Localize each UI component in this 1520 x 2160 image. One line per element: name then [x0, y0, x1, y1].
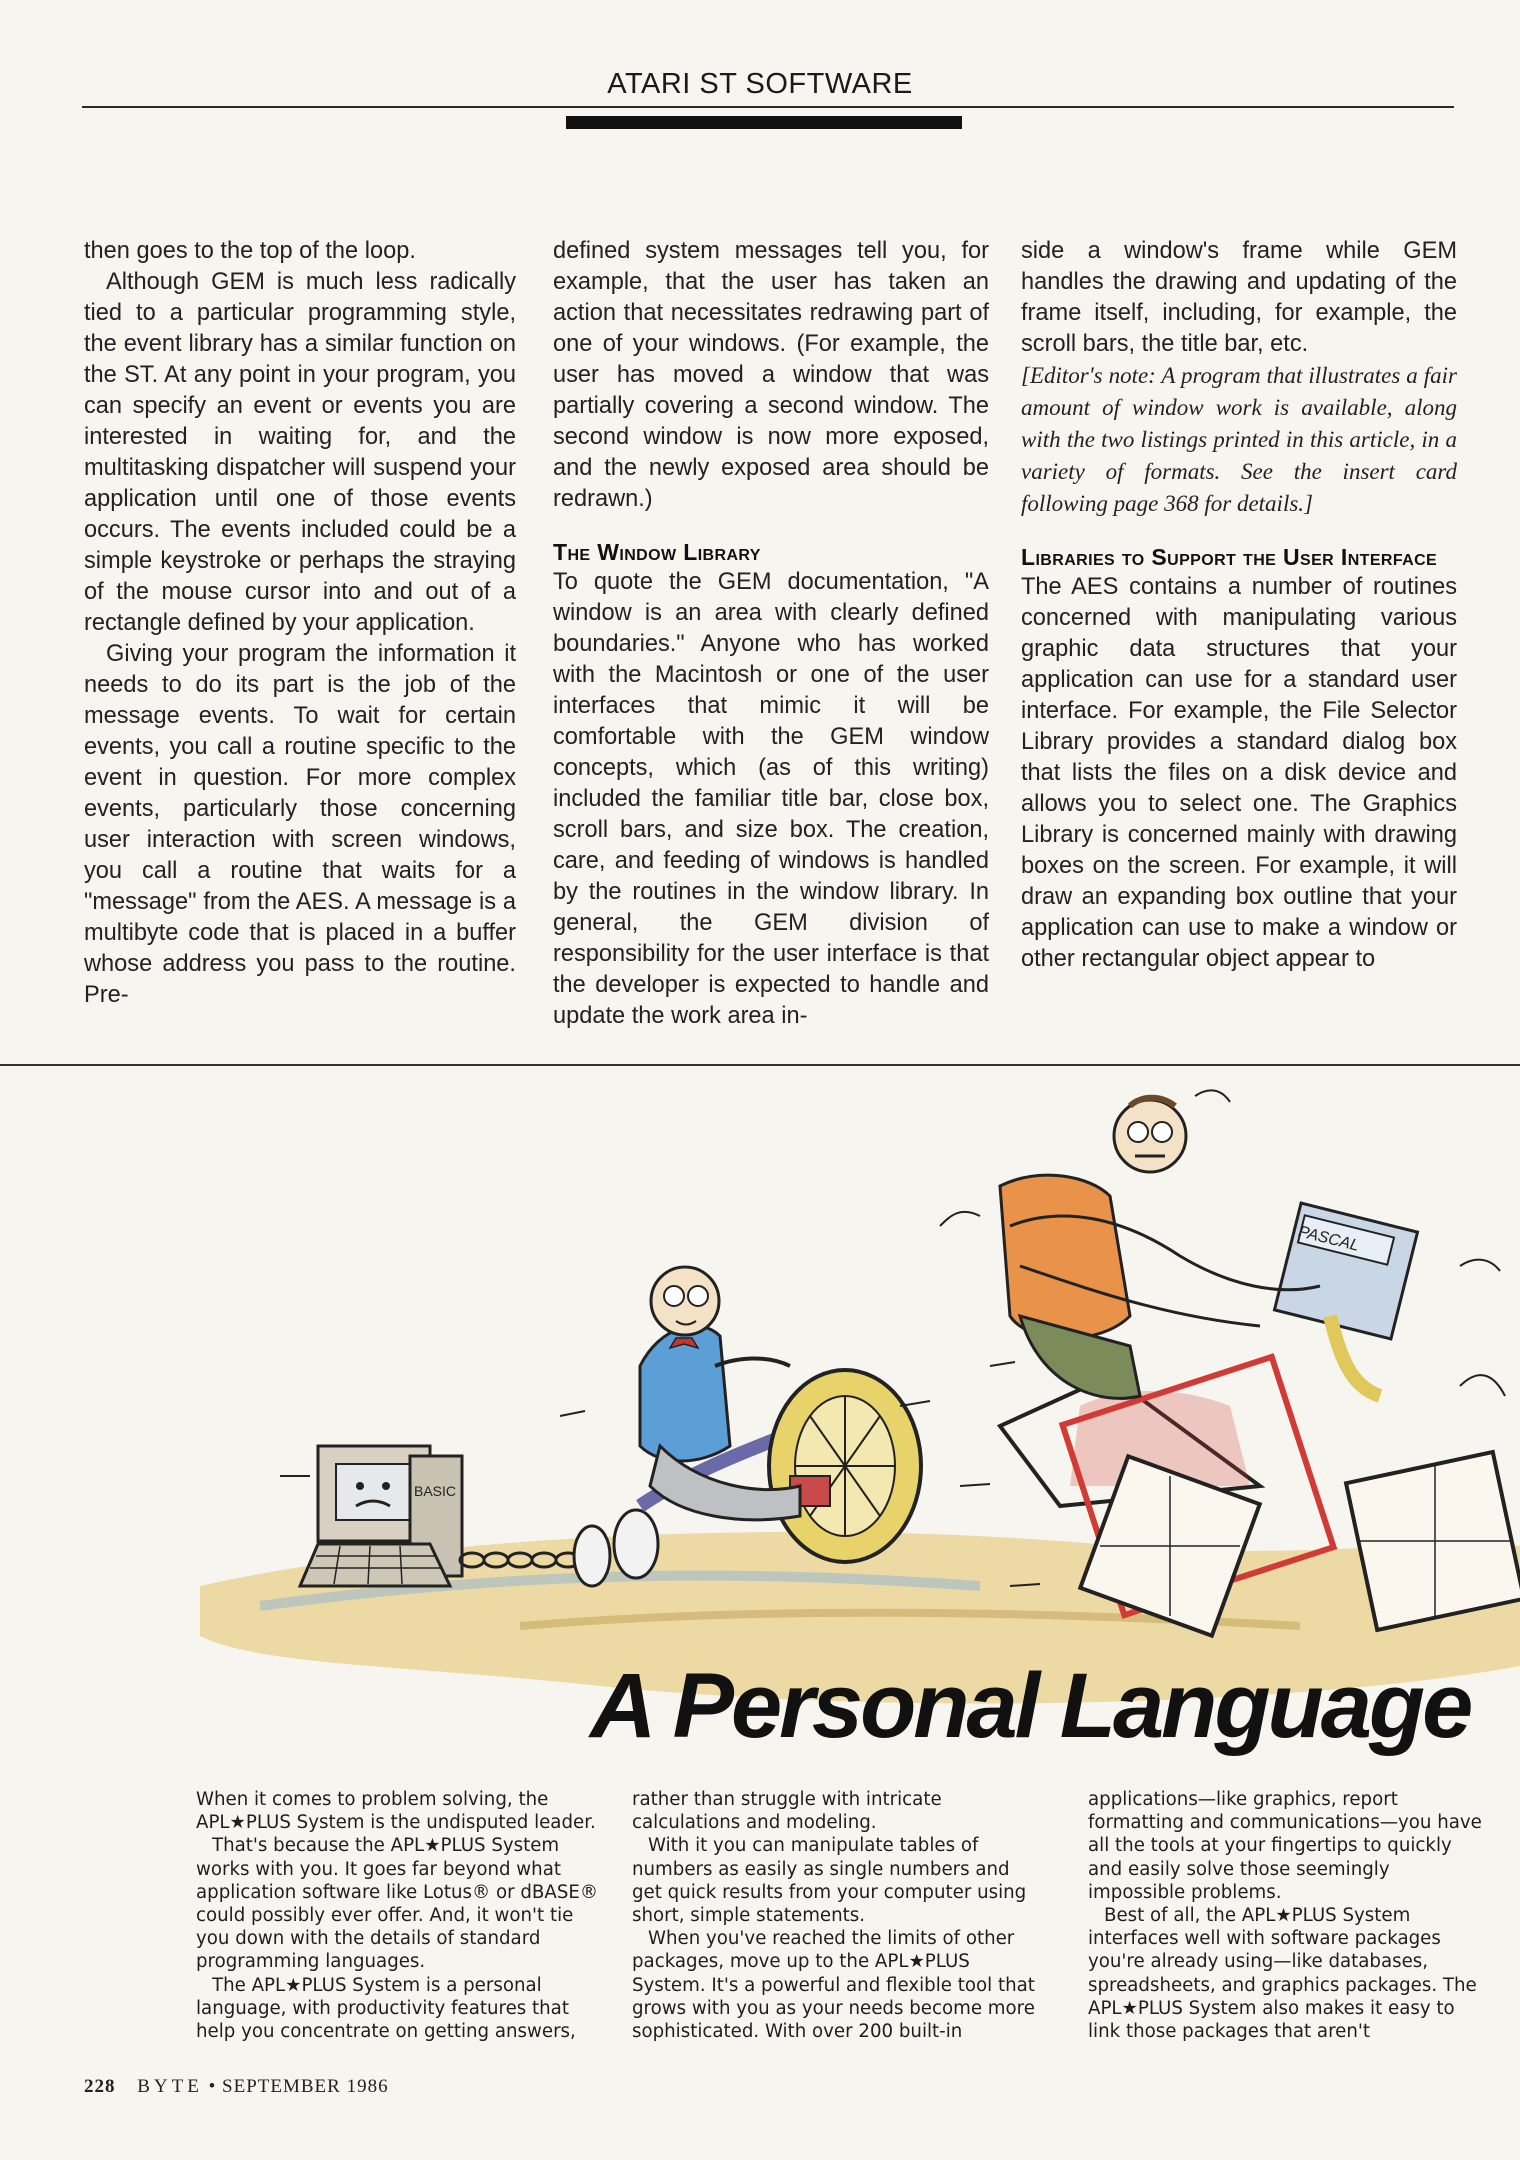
pascal-label: PASCAL: [1296, 1223, 1361, 1255]
editor-note-text: [Editor's note: A program that illustrates a fair amount of window work is available, along with the two listings printed in this article, in a variety of formats. See the insert card following page 368 for details.]: [1021, 363, 1457, 516]
article-column-2: [553, 236, 989, 1036]
issue-date: SEPTEMBER 1986: [222, 2076, 389, 2097]
footer-separator: •: [208, 2076, 217, 2097]
magazine-name: BYTE: [137, 2076, 203, 2097]
ad-column-2: [632, 1788, 1042, 2043]
basic-computer: [300, 1446, 462, 1586]
ad-paragraph: The APL★PLUS System is a personal language, with productivity features that help you concentrate on getting answers,: [196, 1974, 576, 2043]
article-paragraph: The AES contains a number of routines concerned with manipulating various graphic data structures that your application can use for a standard user interface. For example, the File Selector Library provides a standard dialog box that lists the files on a disk device and allows you to select one. The Graphics Library is concerned mainly with drawing boxes on the screen. For example, it will draw an expanding box outline that your application can use to make a window or other rectangular object appear to: [1021, 574, 1457, 972]
cartoon-illustration: [0, 1066, 1520, 1726]
header-rule: [82, 106, 1454, 108]
ad-paragraph: When you've reached the limits of other packages, move up to the APL★PLUS System. It's a powerful and flexible tool that grows with you as your needs become more sophisticated. With over 200 built-in: [632, 1928, 1035, 2043]
ad-paragraph: Best of all, the APL★PLUS System interfaces well with software packages you're already using—like databases, spreadsheets, and graphics packages. The APL★PLUS System also makes it easy to link those packages that aren't: [1088, 1905, 1477, 2043]
ad-paragraph: With it you can manipulate tables of numbers as easily as single numbers and get quick results from your computer using short, simple statements.: [632, 1835, 1027, 1927]
ad-column-3: [1088, 1788, 1488, 2043]
ad-paragraph: applications—like graphics, report formatting and communications—you have all the tools at your fingertips to quickly and easily solve those seemingly impossible problems.: [1088, 1789, 1482, 1903]
section-heading: The Window Library: [553, 539, 761, 565]
running-header: ATARI ST SOFTWARE: [607, 68, 913, 100]
editor-note: [1021, 360, 1457, 520]
ad-headline: A Personal Language: [590, 1655, 1471, 1757]
article-paragraph: Giving your program the information it needs to do its part is the job of the message events. To wait for certain events, you call a routine specific to the event in question. For more complex events, particularly those concerning user interaction with screen windows, you call a routine that waits for a "message" from the AES. A message is a multibyte code that is placed in a buffer whose address you pass to the routine. Pre-: [84, 641, 516, 1008]
ad-paragraph: That's because the APL★PLUS System works with you. It goes far beyond what application software like Lotus® or dBASE® could possibly ever offer. And, it won't tie you down with the details of standard programming languages.: [196, 1835, 599, 1973]
ad-paragraph: rather than struggle with intricate calculations and modeling.: [632, 1789, 942, 1834]
page-footer: [84, 2076, 389, 2098]
article-paragraph: To quote the GEM documentation, "A window is an area with clearly defined boundaries." Anyone who has worked with the Macintosh or one of the user interfaces that mimic it will be comfortable with the GEM window concepts, which (as of this writing) included the familiar title bar, close box, scroll bars, and size box. The creation, care, and feeding of windows is handled by the routines in the window library. In general, the GEM division of responsibility for the user interface is that the developer is expected to handle and update the work area in-: [553, 569, 989, 1029]
header-bar: [566, 116, 962, 129]
ad-column-1: [196, 1788, 600, 2043]
ad-paragraph: When it comes to problem solving, the APL★PLUS System is the undisputed leader.: [196, 1789, 596, 1834]
article-column-3: [1021, 236, 1457, 1036]
basic-label: BASIC: [414, 1483, 457, 1499]
article-paragraph: side a window's frame while GEM handles the drawing and updating of the frame itself, including, for example, the scroll bars, the title bar, etc.: [1021, 238, 1457, 357]
section-heading: Libraries to Support the User Interface: [1021, 544, 1438, 570]
page-number: 228: [84, 2076, 116, 2097]
article-paragraph: Although GEM is much less radically tied to a particular programming style, the event library has a similar function on the ST. At any point in your program, you can specify an event or events you are interested in waiting for, and the multitasking dispatcher will suspend your application until one of those events occurs. The events included could be a simple keystroke or perhaps the straying of the mouse cursor into and out of a rectangle defined by your application.: [84, 269, 516, 636]
tricycle-rider: [640, 1267, 921, 1562]
article-paragraph: then goes to the top of the loop.: [84, 238, 416, 264]
article-column-1: [84, 236, 516, 1036]
article-paragraph: defined system messages tell you, for example, that the user has taken an action that necessitates redrawing part of one of your windows. (For example, the user has moved a window that was partially covering a second window. The second window is now more exposed, and the newly exposed area should be redrawn.): [553, 238, 989, 512]
